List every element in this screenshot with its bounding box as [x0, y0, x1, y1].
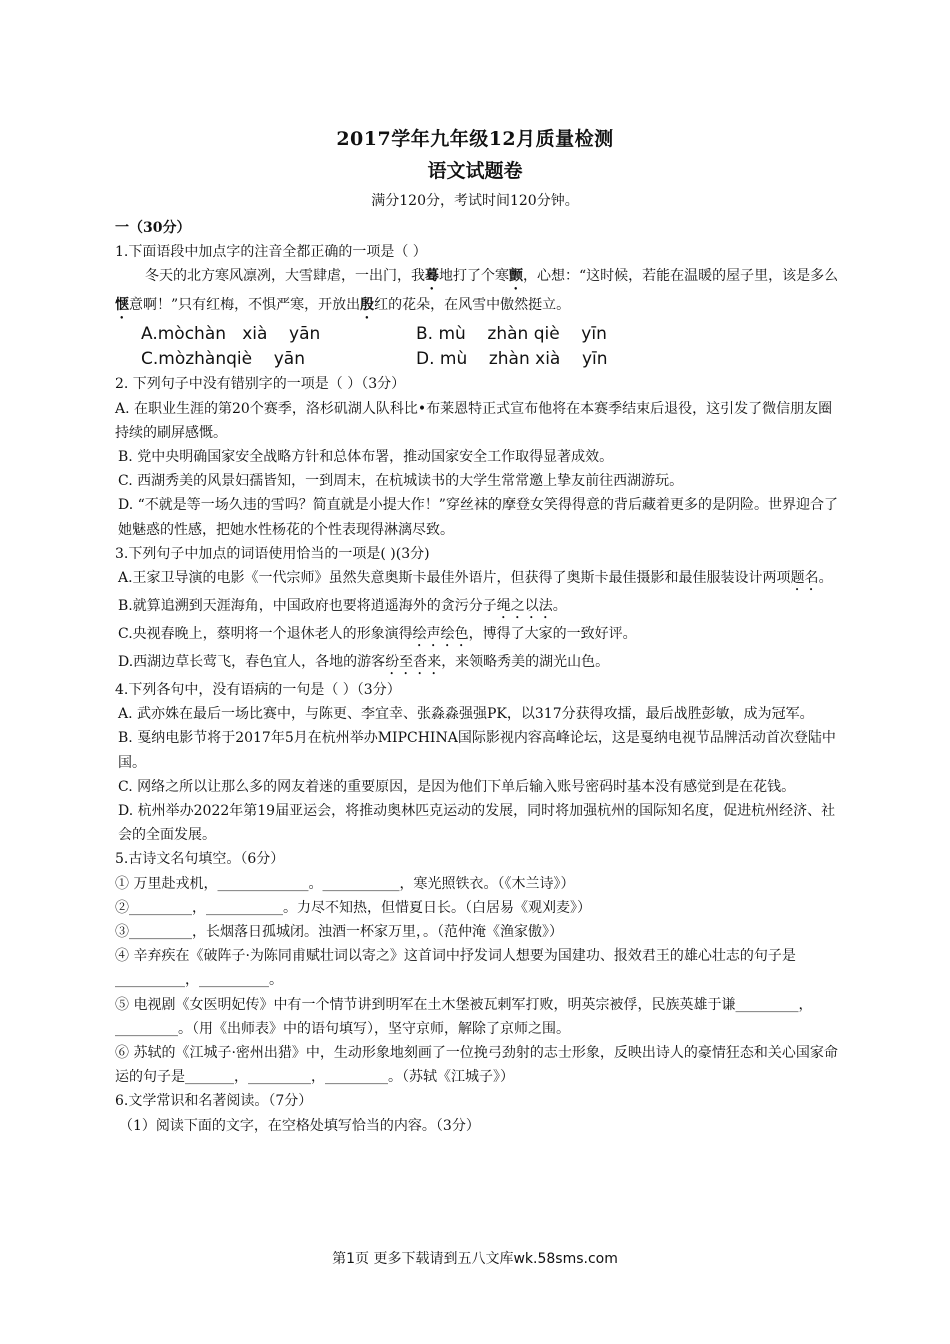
option-row: [141, 322, 845, 347]
dotted-char: 蓦: [425, 268, 439, 285]
question-1-options: [115, 322, 845, 372]
question-3-option-a: A.王家卫导演的电影《一代宗师》虽然失意奥斯卡最佳外语片，但获得了奥斯卡最佳摄影和最佳服装设计两项题名。: [118, 570, 833, 587]
question-2-option-b: B. 党中央明确国家安全战略方针和总体布署，推动国家安全工作取得显著成效。: [118, 449, 614, 466]
question-2-option-d: D. “不就是等一场久违的雪吗？简直就是小提大作！”穿丝袜的摩登女笑得得意的背后藏着更多的是阴险。世界迎合了她魅惑的性感，把她水性杨花的个性表现得淋漓尽致。: [118, 497, 838, 538]
dotted-word: 绳之以法: [496, 598, 553, 615]
section-heading: 一（30分）: [115, 220, 191, 236]
question-3-stem: 3.下列句子中加点的词语使用恰当的一项是( )(3分): [115, 545, 430, 562]
question-5-item-2: ②_________，___________。力尽不知热，但惜夏日长。（白居易《观刈麦》）: [115, 899, 591, 916]
option-a: A.mòchàn xià yān: [141, 324, 321, 345]
option-b: B. mù zhàn qiè yīn: [416, 324, 607, 345]
question-5-item-1: ① 万里赴戎机，_____________。___________，寒光照铁衣。（《木兰诗》）: [115, 875, 575, 892]
question-4-stem: 4.下列各句中，没有语病的一句是（ ）（3分）: [115, 682, 401, 699]
exam-content: [115, 216, 845, 1138]
exam-title: 2017学年九年级12月质量检测: [336, 128, 614, 150]
question-4-option-d: D. 杭州举办2022年第19届亚运会，将推动奥林匹克运动的发展，同时将加强杭州的国际知名度，促进杭州经济、社会的全面发展。: [118, 803, 836, 844]
question-5-item-5: ⑤ 电视剧《女医明妃传》中有一个情节讲到明军在土木堡被瓦剌军打败，明英宗被俘，民族英雄于谦_________，_________。（用《出师表》中的语句填写），坚守京师，解除了京师之围。: [115, 996, 813, 1037]
question-5-stem: 5.古诗文名句填空。（6分）: [115, 851, 285, 868]
exam-subject-title: 语文试题卷: [427, 160, 523, 182]
dotted-word: 题名: [790, 570, 819, 587]
question-3-option-b: B.就算追溯到天涯海角，中国政府也要将逍遥海外的贪污分子绳之以法。: [118, 598, 567, 615]
question-2-option-c: C. 西湖秀美的风景妇孺皆知，一到周末，在杭城读书的大学生常常邀上挚友前往西湖游玩。: [118, 473, 684, 490]
dotted-char: 惬: [115, 297, 129, 314]
option-row: [141, 347, 845, 372]
option-d: D. mù zhàn xià yīn: [416, 349, 608, 370]
question-3-option-c: C.央视春晚上，蔡明将一个退休老人的形象演得绘声绘色，博得了大家的一致好评。: [118, 626, 637, 643]
question-6-sub-1: （1）阅读下面的文字，在空格处填写恰当的内容。（3分）: [119, 1117, 480, 1134]
question-6-stem: 6.文学常识和名著阅读。（7分）: [115, 1093, 313, 1110]
question-1-passage: 冬天的北方寒风凛冽，大雪肆虐，一出门，我蓦地打了个寒颤，心想：“这时候，若能在温暖的屋子里，该是多么惬意啊！”只有红梅，不惧严寒，开放出殷红的花朵，在风雪中傲然挺立。: [115, 268, 839, 314]
dotted-word: 纷至沓来: [385, 654, 442, 671]
question-4-option-b: B. 戛纳电影节将于2017年5月在杭州举办MIPCHINA国际影视内容高峰论坛，这是戛纳电视节品牌活动首次登陆中国。: [118, 730, 836, 771]
question-2-option-a: A. 在职业生涯的第20个赛季，洛杉矶湖人队科比•布莱恩特正式宣布他将在本赛季结束后退役，这引发了微信朋友圈持续的刷屏感慨。: [115, 400, 833, 441]
dotted-char: 殷: [360, 297, 375, 314]
question-5-item-6: ⑥ 苏轼的《江城子·密州出猎》中，生动形象地刻画了一位挽弓劲射的志士形象，反映出诗人的豪情狂态和关心国家命运的句子是_______，_________，_________。（苏轼《江城子》）: [115, 1045, 838, 1086]
exam-info: 满分120分，考试时间120分钟。: [371, 193, 579, 209]
question-3-option-d: D.西湖边草长莺飞，春色宜人，各地的游客纷至沓来，来领略秀美的湖光山色。: [118, 654, 610, 671]
question-4-option-a: A. 武亦姝在最后一场比赛中，与陈更、李宜幸、张淼淼强强PK，以317分获得攻擂，最后战胜彭敏，成为冠军。: [118, 706, 814, 723]
question-5-item-3: ③_________，长烟落日孤城闭。浊酒一杯家万里，。（范仲淹《渔家傲》）: [115, 924, 563, 941]
question-2-stem: 2. 下列句子中没有错别字的一项是（ ）（3分）: [115, 376, 406, 393]
question-5-item-4: ④ 辛弃疾在《破阵子·为陈同甫赋壮词以寄之》这首词中抒发词人想要为国建功、报效君王的雄心壮志的句子是__________，__________。: [115, 948, 796, 989]
dotted-word: 绘声绘色: [412, 626, 469, 643]
option-c: C.mòzhànqiè yān: [141, 349, 305, 370]
question-4-option-c: C. 网络之所以让那么多的网友着迷的重要原因，是因为他们下单后输入账号密码时基本没有感觉到是在花钱。: [118, 778, 796, 795]
dotted-char: 颤: [509, 268, 523, 285]
page-footer: 第1页 更多下载请到五八文库wk.58sms.com: [332, 1251, 618, 1267]
question-1-stem: 1.下面语段中加点字的注音全都正确的一项是（ ）: [115, 244, 427, 261]
